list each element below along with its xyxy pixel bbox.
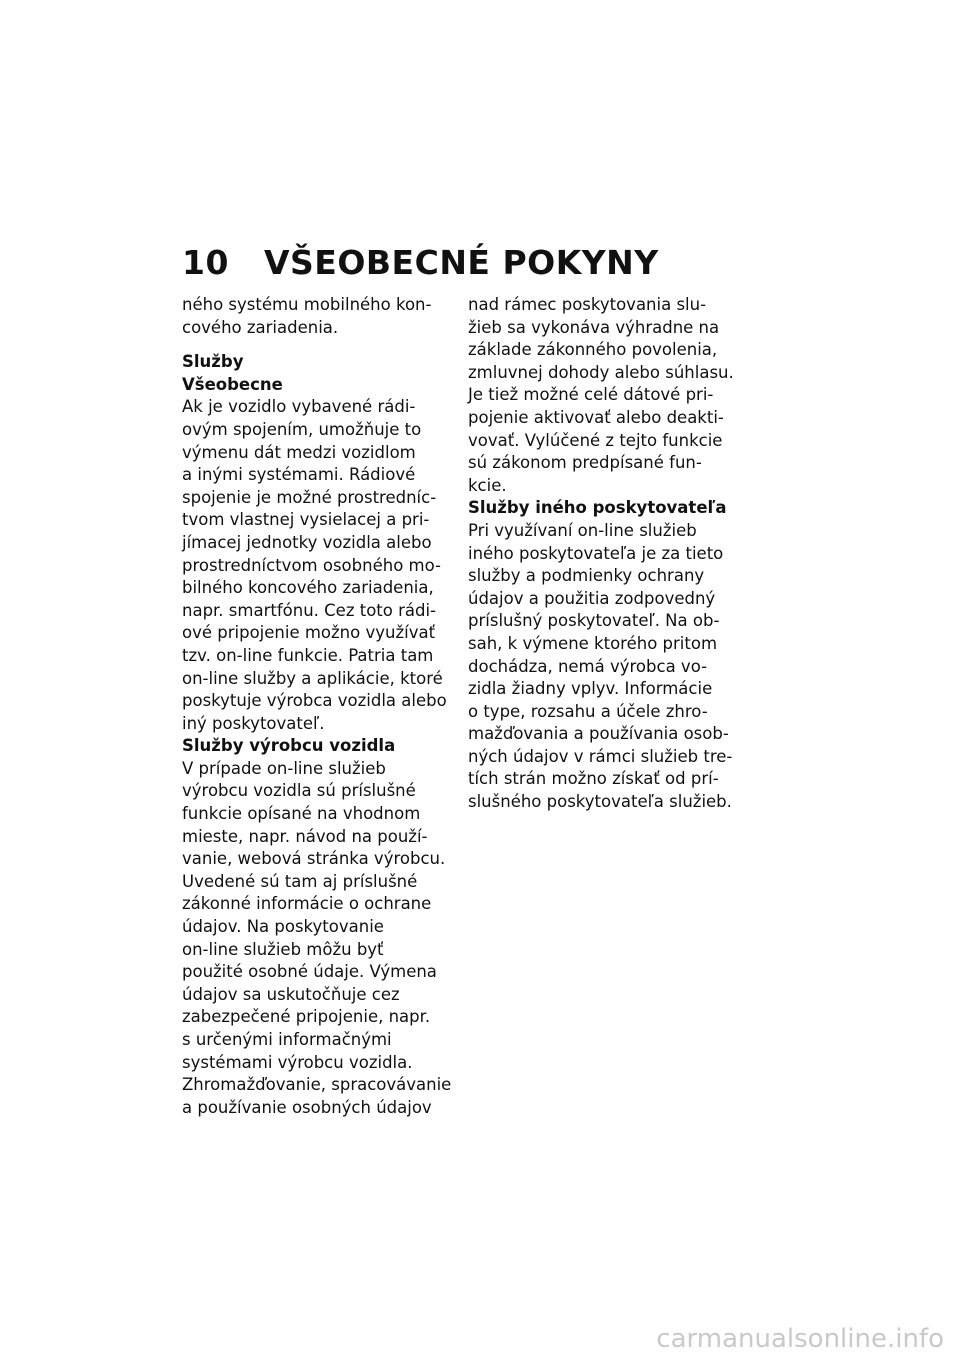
left-column xyxy=(182,294,452,1119)
heading-manufacturer-services: Služby výrobcu vozidla xyxy=(182,736,396,756)
chapter-title: VŠEOBECNÉ POKYNY xyxy=(264,243,659,282)
general-paragraph: Ak je vozidlo vybavené rádi- ovým spojením, umožňuje to výmenu dát medzi vozidlom a inými systémami. Rádiové spojenie je možné prostredníc- tvom vlastnej vysielacej a pri- jímacej jednotky vozidla alebo prostredníctvom osobného mo- bilného koncového zariadenia, napr. smartfónu. Cez toto rádi- ové pripojenie možno využívať tzv. on-line funkcie. Patria tam on-line služby a aplikácie, ktoré poskytuje výrobca vozidla alebo iný poskytovateľ. xyxy=(182,397,447,733)
manufacturer-paragraph: V prípade on-line služieb výrobcu vozidla sú príslušné funkcie opísané na vhodnom mieste, napr. návod na použí- vanie, webová stránka výrobcu. Uvedené sú tam aj príslušné zákonné informácie o ochrane údajov. Na poskytovanie on-line služieb môžu byť použité osobné údaje. Výmena údajov sa uskutočňuje cez zabezpečené pripojenie, napr. s určenými informačnými systémami výrobcu vozidla. Zhromažďovanie, spracovávanie a používanie osobných údajov xyxy=(182,758,452,1117)
heading-general: Všeobecne xyxy=(182,374,283,394)
chapter-header xyxy=(182,244,659,282)
chapter-number: 10 xyxy=(182,243,229,282)
site-watermark: carmanualsonline.info xyxy=(656,1324,944,1354)
continued-paragraph: nad rámec poskytovania slu- žieb sa vykonáva výhradne na základe zákonného povolenia, zmluvnej dohody alebo súhlasu. Je tiež možné celé dátové pri- pojenie aktivovať alebo deakti- vovať. Vylúčené z tejto funkcie sú zákonom predpísané fun- kcie. xyxy=(468,295,734,495)
third-party-paragraph: Pri využívaní on-line služieb iného poskytovateľa je za tieto služby a podmienky ochrany údajov a použitia zodpovedný príslušný poskytovateľ. Na ob- sah, k výmene ktorého pritom dochádza, nemá výrobca vo- zidla žiadny vplyv. Informácie o type, rozsahu a účele zhro- mažďovania a používania osob- ných údajov v rámci služieb tre- tích strán možno získať od prí- slušného poskytovateľa služieb. xyxy=(468,520,733,812)
intro-paragraph: ného systému mobilného kon- cového zariadenia. xyxy=(182,295,432,337)
section-title-services: Služby xyxy=(182,352,244,372)
right-column xyxy=(468,294,738,814)
heading-third-party-services: Služby iného poskytovateľa xyxy=(468,498,727,518)
